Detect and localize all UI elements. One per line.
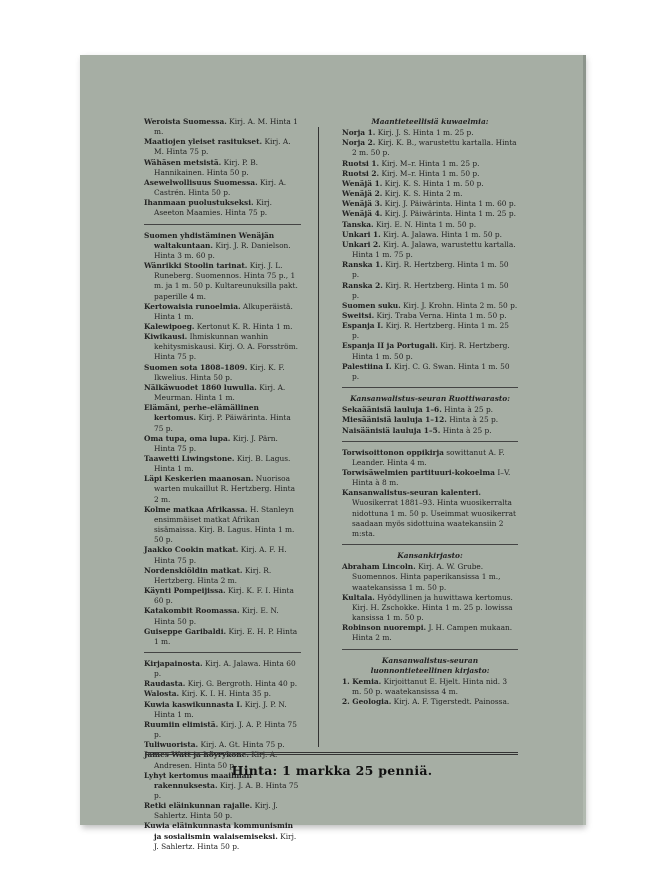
catalog-entry — [144, 627, 301, 647]
entry-details: Kirj. K. F. I. Hinta 60 p. — [154, 586, 294, 606]
entry-details: Kirj. J. Päiwärinta. Hinta 1 m. 25 p. — [384, 209, 516, 219]
entry-details: Kirj. A. W. Grube. Suomennos. Hinta paperikansissa 1 m., waatekansissa 1 m. 50 p. — [352, 562, 501, 592]
entry-details: Kirj. J. R. Danielson. Hinta 3 m. 60 p. — [154, 240, 291, 260]
entry-details: Kirj. R. Hertzberg. Hinta 1 m. 50 p. — [352, 341, 510, 361]
catalog-entry — [144, 740, 301, 750]
entry-details: Hyödyllinen ja huwittawa kertomus. Kirj. H. Zschokke. Hinta 1 m. 25 p. lowissa kansissa 1 m. 50 p. — [352, 592, 513, 623]
entry-details: Kirj. J. Päiwärinta. Hinta 1 m. 60 p. — [384, 199, 516, 209]
catalog-entry — [144, 679, 301, 689]
entry-details: Alkuperäistä. Hinta 1 m. — [154, 301, 293, 321]
entry-details: Kirj. E. N. Hinta 1 m. 50 p. — [375, 219, 477, 229]
catalog-entry — [342, 301, 518, 311]
section-separator — [342, 544, 518, 545]
catalog-entry — [342, 179, 518, 189]
entry-details: Kirj. A. Jalawa. Hinta 60 p. — [154, 658, 296, 679]
entry-details: Kirj. A. Jalawa. Hinta 1 m. 50 p. — [383, 229, 502, 239]
entry-title: Norja 2. — [342, 138, 376, 148]
entry-details: Kirj. J. A. B. Hinta 75 p. — [154, 780, 299, 800]
catalog-entry — [342, 405, 518, 415]
entry-title: Jaakko Cookin matkat. — [144, 545, 239, 555]
entry-details: Ihmiskunnan wanhin kehitysmiskausi. Kirj. O. A. Forsström. Hinta 75 p. — [154, 332, 298, 362]
section-separator — [144, 652, 301, 653]
entry-details: Kirj. A. M. Hinta 75 p. — [154, 137, 291, 157]
catalog-entry — [144, 689, 301, 699]
entry-details: Kertonut K. R. Hinta 1 m. — [196, 321, 293, 331]
catalog-entry — [342, 362, 518, 382]
entry-title: Sekaäänisiä lauluja 1–6. — [342, 405, 442, 415]
catalog-entry — [144, 198, 301, 218]
price-footer: Hinta: 1 markka 25 penniä. — [231, 763, 433, 778]
catalog-entry — [342, 448, 518, 468]
left-column — [144, 117, 301, 852]
catalog-entry — [144, 403, 301, 433]
entry-details: Kirj. A. F. Tigerstedt. Painossa. — [393, 697, 510, 707]
entry-title: Palestiina I. — [342, 361, 392, 371]
entry-details: Kirj. A. Andresen. Hinta 50 p. — [154, 750, 278, 770]
catalog-entry — [342, 199, 518, 209]
catalog-entry — [144, 720, 301, 740]
entry-title: Lyhyt kertomus maailman rakennuksesta. — [144, 770, 252, 790]
entry-title: 2. Geologia. — [342, 697, 392, 707]
entry-details: Kirj. J. P. N. Hinta 1 m. — [154, 699, 287, 719]
catalog-entry — [342, 138, 518, 158]
entry-details: Kirj. K. S. Hinta 1 m. 50 p. — [384, 178, 484, 188]
entry-details: Kirj. G. Bergroth. Hinta 40 p. — [187, 679, 298, 689]
catalog-entry — [342, 677, 518, 697]
catalog-entry — [342, 426, 518, 436]
entry-title: Wänrikki Stoolin tarinat. — [144, 261, 248, 271]
entry-title: Espanja II ja Portugali. — [342, 341, 438, 351]
entry-title: Katakombit Roomassa. — [144, 606, 240, 616]
entry-title: Taawetti Liwingstone. — [144, 454, 235, 463]
entry-title: Kuwia kaswikunnasta I. — [144, 699, 243, 709]
catalog-entry — [342, 415, 518, 425]
entry-title: Unkari 1. — [342, 229, 381, 239]
entry-details: Kirj. E. N. Hinta 50 p. — [154, 606, 279, 626]
entry-title: Nälkäwuodet 1860 luwulla. — [144, 382, 257, 392]
catalog-entry — [342, 220, 518, 230]
entry-title: Retki eläinkunnan rajalle. — [144, 801, 253, 811]
entry-details: Kirj. R. Hertzberg. Hinta 1 m. 50 p. — [352, 280, 509, 300]
catalog-entry — [342, 240, 518, 260]
entry-title: Kultala. — [342, 592, 375, 602]
entry-details: Kirj. B. Lagus. Hinta 1 m. — [154, 454, 291, 474]
entry-details: Kirj. K. B., warustettu kartalla. Hinta 2 m. 50 p. — [352, 138, 517, 158]
entry-details: I–V. Hinta à 8 m. — [352, 468, 511, 488]
entry-details: Kirj. R. Hertzberg. Hinta 1 m. 50 p. — [352, 260, 509, 280]
catalog-entry — [144, 566, 301, 586]
catalog-entry — [144, 158, 301, 178]
entry-title: Kalewipoeg. — [144, 321, 195, 331]
entry-title: Ruumiin elimistä. — [144, 719, 219, 729]
entry-title: Wenäjä 3. — [342, 199, 383, 209]
entry-details: Kirj. M–r. Hinta 1 m. 25 p. — [381, 158, 480, 168]
entry-title: Torwisoittonon oppikirja — [342, 447, 444, 457]
entry-details: Kirjoittanut E. Hjelt. Hinta nid. 3 m. 50 p. waatekansissa 4 m. — [352, 676, 508, 696]
entry-title: Suomen yhdistäminen Wenäjän waltakuntaan. — [144, 230, 275, 250]
entry-title: Walosta. — [144, 689, 180, 699]
catalog-entry — [144, 383, 301, 403]
catalog-entry — [342, 468, 518, 488]
entry-title: Tuliwuorista. — [144, 740, 199, 750]
catalog-entry — [144, 606, 301, 626]
catalog-entry — [144, 434, 301, 454]
catalog-entry — [342, 562, 518, 592]
catalog-entry — [144, 322, 301, 332]
entry-title: James Watt ja höyrykone. — [144, 750, 249, 760]
entry-details: Kirj. R. Hertzberg. Hinta 2 m. — [154, 565, 272, 585]
catalog-entry — [144, 545, 301, 565]
entry-details: Kirj. A. Meurman. Hinta 1 m. — [154, 382, 286, 403]
entry-details: Kirj. J. Sahlertz. Hinta 50 p. — [154, 801, 278, 821]
entry-details: Kirj. K. F. Ikwelius. Hinta 50 p. — [154, 362, 285, 382]
entry-title: 1. Kemia. — [342, 676, 382, 686]
section-separator — [144, 224, 301, 225]
entry-details: Hinta à 25 p. — [444, 405, 494, 415]
catalog-entry — [144, 801, 301, 821]
entry-details: Kirj. Aseeton Maamies. Hinta 75 p. — [154, 198, 273, 218]
entry-details: Kirj. A. Jalawa, warustettu kartalla. Hinta 1 m. 75 p. — [352, 239, 516, 260]
catalog-entry — [342, 697, 518, 707]
catalog-entry — [342, 260, 518, 280]
catalog-entry — [144, 117, 301, 137]
catalog-entry — [144, 231, 301, 261]
catalog-entry — [342, 593, 518, 623]
entry-title: Wähäsen metsistä. — [144, 157, 222, 167]
catalog-entry — [342, 159, 518, 169]
catalog-entry — [342, 341, 518, 361]
entry-title: Suomen sota 1808–1809. — [144, 362, 248, 372]
entry-title: Ranska 1. — [342, 260, 383, 270]
entry-title: Kansanwalistus-seuran kalenteri. — [342, 488, 481, 498]
entry-details: Wuosikerrat 1881–93. Hinta wuosikerralta nidottuna 1 m. 50 p. Useimmat wuosikerrat saadaan myös sidottuina waatekansiin 2 m:sta. — [352, 498, 516, 538]
entry-title: Läpi Keskerien maanosan. — [144, 474, 254, 484]
entry-title: Weroista Suomessa. — [144, 117, 227, 126]
catalog-entry — [144, 474, 301, 504]
catalog-entry — [342, 230, 518, 240]
entry-title: Wenäjä 2. — [342, 189, 383, 199]
catalog-entry — [144, 700, 301, 720]
entry-details: Kirj. J. L. Runeberg. Suomennos. Hinta 75 p., 1 m. ja 1 m. 50 p. Kultareunuksilla pakt. paperille 4 m. — [154, 261, 298, 301]
section-heading: Kansankirjasto: — [397, 551, 463, 561]
entry-details: Kirj. P. Päiwärinta. Hinta 75 p. — [154, 413, 291, 433]
entry-title: Wenäjä 1. — [342, 178, 383, 188]
entry-details: Hinta à 25 p. — [442, 425, 492, 435]
catalog-entry — [144, 261, 301, 302]
entry-details: J. H. Campen mukaan. Hinta 2 m. — [352, 623, 513, 643]
entry-title: Kirjapainosta. — [144, 658, 203, 668]
entry-title: Suomen suku. — [342, 300, 401, 310]
entry-details: Kirj. M–r. Hinta 1 m. 50 p. — [381, 168, 480, 178]
catalog-entry — [144, 659, 301, 679]
catalog-entry — [342, 321, 518, 341]
entry-title: Norja 1. — [342, 128, 376, 138]
entry-details: Hinta à 25 p. — [449, 415, 499, 425]
entry-title: Ihanmaan puolustukseksi. — [144, 198, 254, 208]
entry-title: Robinson nuorempi. — [342, 623, 427, 633]
catalog-entry — [144, 586, 301, 606]
entry-details: Kirj. J. Sahlertz. Hinta 50 p. — [154, 831, 297, 851]
book-back-cover — [80, 55, 584, 851]
entry-title: Ruotsi 2. — [342, 168, 380, 178]
entry-title: Wenäjä 4. — [342, 209, 383, 219]
entry-title: Abraham Lincoln. — [342, 562, 416, 572]
entry-title: Naisäänisiä lauluja 1–5. — [342, 425, 441, 435]
catalog-entry — [144, 505, 301, 546]
entry-details: sowittanut A. F. Leander. Hinta 4 m. — [352, 447, 505, 467]
catalog-entry — [342, 128, 518, 138]
entry-title: Kertowaisia runoelmia. — [144, 301, 241, 311]
catalog-entry — [144, 821, 301, 851]
catalog-entry — [144, 302, 301, 322]
catalog-entry — [144, 454, 301, 474]
catalog-entry — [342, 488, 518, 539]
entry-title: Kiwikausi. — [144, 332, 188, 342]
entry-title: Unkari 2. — [342, 239, 381, 249]
entry-title: Maatiojen yleiset rasitukset. — [144, 137, 263, 147]
catalog-entry — [144, 137, 301, 157]
entry-title: Espanja I. — [342, 321, 384, 331]
entry-details: Nuorisoa warten mukaillut R. Hertzberg. Hinta 2 m. — [154, 474, 296, 504]
entry-details: Kirj. A. Gt. Hinta 75 p. — [200, 740, 285, 750]
section-separator — [342, 441, 518, 442]
entry-details: Kirj. J. A. P. Hinta 75 p. — [154, 719, 297, 740]
catalog-entry — [342, 311, 518, 321]
section-separator — [342, 387, 518, 388]
entry-title: Käynti Pompeijissa. — [144, 586, 226, 596]
right-column — [342, 117, 518, 707]
catalog-entry — [144, 363, 301, 383]
entry-details: Kirj. Traba Verna. Hinta 1 m. 50 p. — [376, 310, 507, 320]
bottom-rule — [146, 752, 518, 755]
entry-title: Elämäni, perhe-elämällinen kertomus. — [144, 403, 259, 423]
entry-title: Kolme matkaa Afrikassa. — [144, 504, 248, 514]
cover-edge — [583, 55, 586, 825]
entry-details: Kirj. K. S. Hinta 2 m. — [384, 189, 463, 199]
catalog-entry — [342, 281, 518, 301]
entry-title: Ranska 2. — [342, 280, 383, 290]
entry-title: Tanska. — [342, 219, 374, 229]
entry-details: Kirj. A. F. H. Hinta 75 p. — [154, 545, 287, 565]
entry-title: Kuwia eläinkunnasta kommunismin ja sosialismin walaisemiseksi. — [144, 821, 294, 841]
entry-title: Miesäänisiä lauluja 1–12. — [342, 415, 447, 425]
catalog-entry — [342, 189, 518, 199]
entry-details: Kirj. J. S. Hinta 1 m. 25 p. — [377, 128, 474, 138]
catalog-entry — [342, 169, 518, 179]
entry-details: Kirj. R. Hertzberg. Hinta 1 m. 25 p. — [352, 321, 509, 341]
entry-details: Kirj. J. Krohn. Hinta 2 m. 50 p. — [403, 300, 518, 310]
entry-details: Kirj. K. I. H. Hinta 35 p. — [181, 689, 272, 699]
entry-title: Nordenskiöldin matkat. — [144, 565, 243, 575]
section-separator — [342, 649, 518, 650]
entry-details: Kirj. P. B. Hannikainen. Hinta 50 p. — [154, 157, 258, 177]
section-heading: Maantieteellisiä kuwaelmia: — [371, 117, 489, 126]
section-heading: Kansanwalistus-seuran luonnontieteellinen kirjasto: — [370, 655, 490, 675]
entry-title: Asewelwollisuus Suomessa. — [144, 177, 258, 187]
entry-details: Kirj. A. Castrén. Hinta 50 p. — [154, 177, 287, 198]
column-divider — [318, 127, 319, 747]
entry-title: Oma tupa, oma lupa. — [144, 433, 231, 443]
catalog-entry — [144, 332, 301, 362]
catalog-entry — [342, 623, 518, 643]
catalog-entry — [144, 178, 301, 198]
entry-details: Kirj. C. G. Swan. Hinta 1 m. 50 p. — [352, 361, 510, 381]
entry-title: Ruotsi 1. — [342, 158, 380, 168]
entry-details: Kirj. E. H. P. Hinta 1 m. — [154, 626, 298, 646]
entry-details: H. Stanleyn ensimmäiset matkat Afrikan sisämaissa. Kirj. B. Lagus. Hinta 1 m. 50 p. — [154, 504, 295, 545]
entry-details: Kirj. A. M. Hinta 1 m. — [154, 117, 298, 137]
entry-details: Kirj. J. Pärn. Hinta 75 p. — [154, 433, 278, 453]
entry-title: Torwisäwelmien partituuri-kokoelma — [342, 468, 495, 477]
entry-title: Sweitsi. — [342, 310, 375, 320]
catalog-entry — [342, 209, 518, 219]
section-heading: Kansanwalistus-seuran Ruottiwarasto: — [350, 394, 510, 404]
entry-title: Raudasta. — [144, 679, 186, 689]
entry-title: Guiseppe Garibaldi. — [144, 626, 227, 636]
